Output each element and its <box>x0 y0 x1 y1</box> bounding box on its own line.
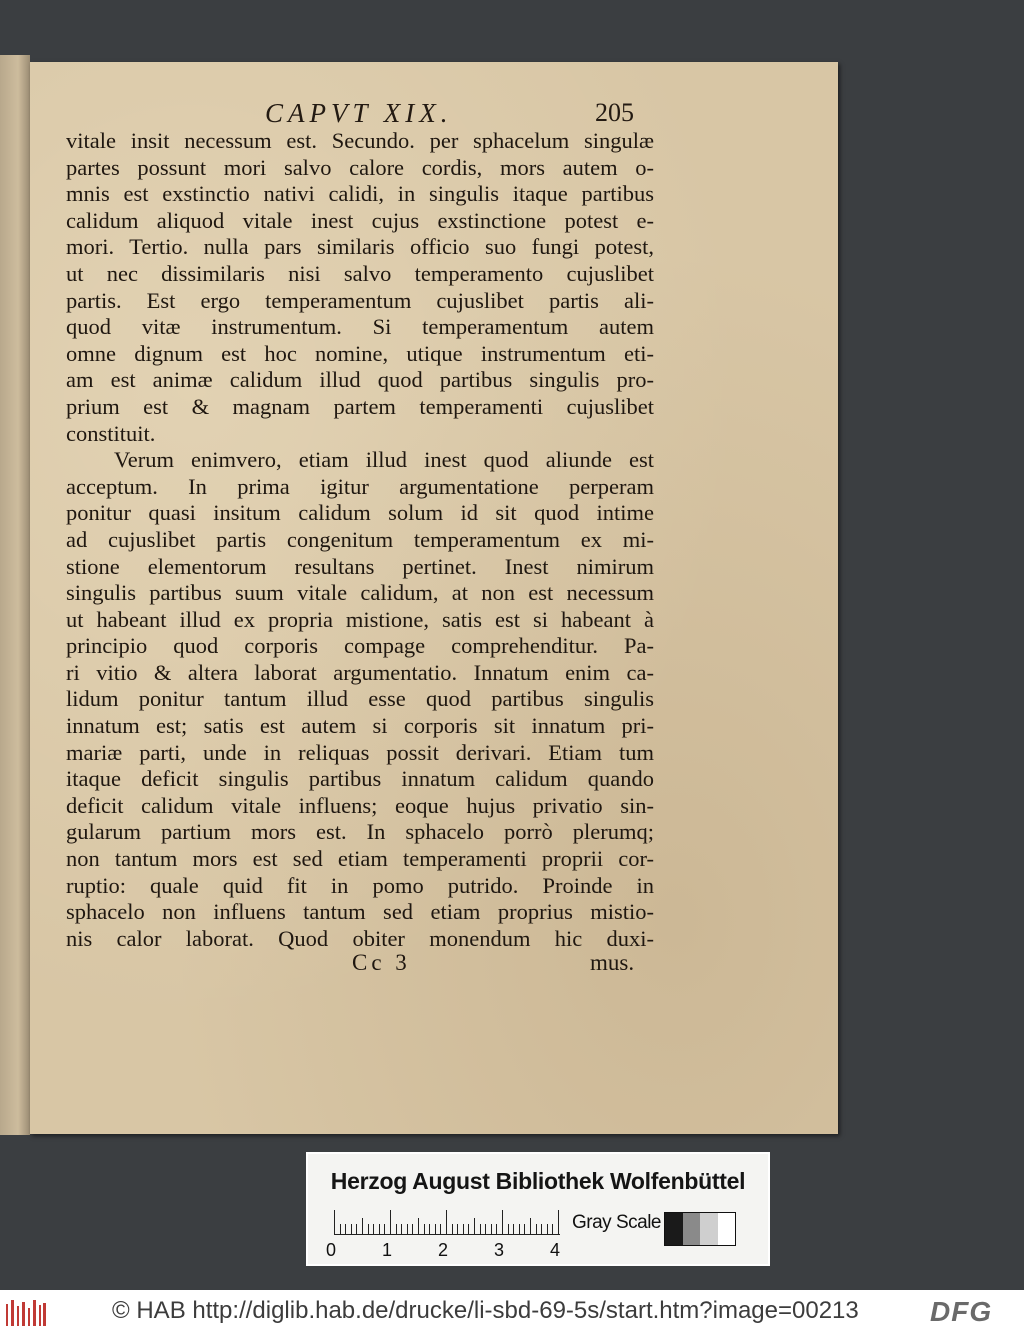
ruler-tick <box>519 1224 520 1234</box>
text-line: constituit. <box>66 420 156 446</box>
measurement-ruler <box>334 1208 560 1235</box>
text-line: lidum ponitur tantum illud esse quod partibus singulis <box>66 686 654 712</box>
text-line: nis calor laborat. Quod obiter monendum hic duxi- <box>66 925 654 951</box>
text-line: Verum enimvero, etiam illud inest quod aliunde est <box>114 447 654 473</box>
text-line: principio quod corporis compage comprehenditur. Pa- <box>66 633 654 659</box>
ruler-tick <box>485 1224 486 1234</box>
ruler-tick <box>401 1224 402 1234</box>
ruler-tick <box>334 1210 335 1234</box>
ruler-tick <box>446 1210 447 1234</box>
ruler-tick <box>452 1224 453 1234</box>
page-number: 205 <box>595 98 634 127</box>
ruler-number: 0 <box>326 1240 337 1260</box>
ruler-tick <box>373 1224 374 1234</box>
text-line: deficit calidum vitale influens; eoque hujus privatio sin- <box>66 792 654 818</box>
gray-patch <box>700 1213 718 1245</box>
text-line: stione elementorum resultans pertinet. Inest nimirum <box>66 553 654 579</box>
ruler-tick <box>558 1210 559 1234</box>
ruler-tick <box>547 1224 548 1234</box>
ruler-tick <box>491 1224 492 1234</box>
ruler-tick <box>480 1224 481 1234</box>
ruler-tick <box>424 1224 425 1234</box>
text-line: ad cujuslibet partis congenitum temperamentum ex mi- <box>66 526 654 552</box>
ruler-number: 1 <box>382 1240 393 1260</box>
gray-patch <box>683 1213 701 1245</box>
signature-mark: Cc 3 <box>352 950 411 975</box>
text-line: mariæ parti, unde in reliquas possit derivari. Etiam tum <box>66 739 654 765</box>
ruler-tick <box>496 1224 497 1234</box>
text-line: prium est & magnam partem temperamenti cujuslibet <box>66 393 654 419</box>
ruler-tick <box>345 1224 346 1234</box>
running-head-title: CAPVT XIX. <box>265 98 453 128</box>
text-line: vitale insit necessum est. Secundo. per sphacelum singulæ <box>66 128 654 153</box>
text-line: ponitur quasi insitum calidum solum id sit quod intime <box>66 500 654 526</box>
ruler-tick <box>362 1218 363 1234</box>
footer-bar <box>0 1290 1024 1334</box>
text-line: singulis partibus suum vitale calidum, at non est necessum <box>66 580 654 606</box>
text-line: ut nec dissimilaris nisi salvo temperamento cujuslibet <box>66 260 654 286</box>
text-line: acceptum. In prima igitur argumentatione perperam <box>66 473 654 499</box>
ruler-tick <box>368 1224 369 1234</box>
library-name: Herzog August Bibliothek Wolfenbüttel <box>330 1168 746 1194</box>
text-line: ruptio: quale quid fit in pomo putrido. Proinde in <box>66 872 654 898</box>
ruler-tick <box>407 1224 408 1234</box>
ruler-tick <box>552 1224 553 1234</box>
text-line: partis. Est ergo temperamentum cujuslibet partis ali- <box>66 287 654 313</box>
catchline <box>30 950 838 980</box>
ruler-tick <box>541 1224 542 1234</box>
ruler-tick <box>468 1224 469 1234</box>
ruler-numbers <box>326 1240 566 1260</box>
text-line: am est animæ calidum illud quod partibus singulis pro- <box>66 367 654 393</box>
ruler-number: 2 <box>438 1240 449 1260</box>
ruler-tick <box>412 1224 413 1234</box>
ruler-tick <box>418 1218 419 1234</box>
ruler-tick <box>356 1224 357 1234</box>
ruler-tick <box>340 1224 341 1234</box>
previous-page-edge <box>0 55 30 1135</box>
ruler-tick <box>508 1224 509 1234</box>
copyright-url: © HAB http://diglib.hab.de/drucke/li-sbd-69-5s/start.htm?image=00213 <box>112 1297 859 1324</box>
text-line: ri vitio & altera laborat argumentatio. Innatum enim ca- <box>66 659 654 685</box>
text-line: quod vitæ instrumentum. Si temperamentum autem <box>66 314 654 340</box>
ruler-tick <box>463 1224 464 1234</box>
gray-scale-label: Gray Scale <box>572 1212 661 1233</box>
ruler-number: 3 <box>494 1240 505 1260</box>
text-line: omne dignum est hoc nomine, utique instrumentum eti- <box>66 340 654 366</box>
ruler-tick <box>351 1224 352 1234</box>
library-color-card <box>306 1152 770 1266</box>
text-line: ut habeant illud ex propria mistione, satis est si habeant à <box>66 606 654 632</box>
ruler-tick <box>536 1224 537 1234</box>
running-head <box>30 98 838 132</box>
body-text <box>66 128 654 952</box>
ruler-tick <box>379 1224 380 1234</box>
ruler-tick <box>390 1210 391 1234</box>
ruler-tick <box>440 1224 441 1234</box>
text-line: calidum aliquod vitale inest cujus exstinctione potest e- <box>66 207 654 233</box>
book-page <box>30 62 838 1134</box>
gray-patch <box>718 1213 736 1245</box>
text-line: mnis est exstinctio nativi calidi, in singulis itaque partibus <box>66 181 654 207</box>
ruler-number: 4 <box>550 1240 561 1260</box>
gray-patch <box>665 1213 683 1245</box>
ruler-tick <box>457 1224 458 1234</box>
text-line: gularum partium mors est. In sphacelo porrò plerumq; <box>66 819 654 845</box>
ruler-tick <box>530 1218 531 1234</box>
ruler-tick <box>384 1224 385 1234</box>
gray-scale-chart <box>664 1212 736 1246</box>
dfg-logo: DFG <box>930 1296 993 1327</box>
ruler-tick <box>429 1224 430 1234</box>
hab-barcode-logo-icon <box>6 1300 46 1326</box>
text-line: mori. Tertio. nulla pars similaris officio suo fungi potest, <box>66 234 654 260</box>
text-line: sphacelo non influens tantum sed etiam proprius mistio- <box>66 899 654 925</box>
ruler-tick <box>513 1224 514 1234</box>
text-line: innatum est; satis est autem si corporis sit innatum pri- <box>66 713 654 739</box>
text-line: itaque deficit singulis partibus innatum calidum quando <box>66 766 654 792</box>
ruler-tick <box>474 1218 475 1234</box>
ruler-tick <box>524 1224 525 1234</box>
ruler-tick <box>435 1224 436 1234</box>
ruler-tick <box>396 1224 397 1234</box>
text-line: partes possunt mori salvo calore cordis, mors autem o- <box>66 154 654 180</box>
text-line: non tantum mors est sed etiam temperamenti proprii cor- <box>66 846 654 872</box>
catchword: mus. <box>590 950 635 975</box>
ruler-tick <box>502 1210 503 1234</box>
